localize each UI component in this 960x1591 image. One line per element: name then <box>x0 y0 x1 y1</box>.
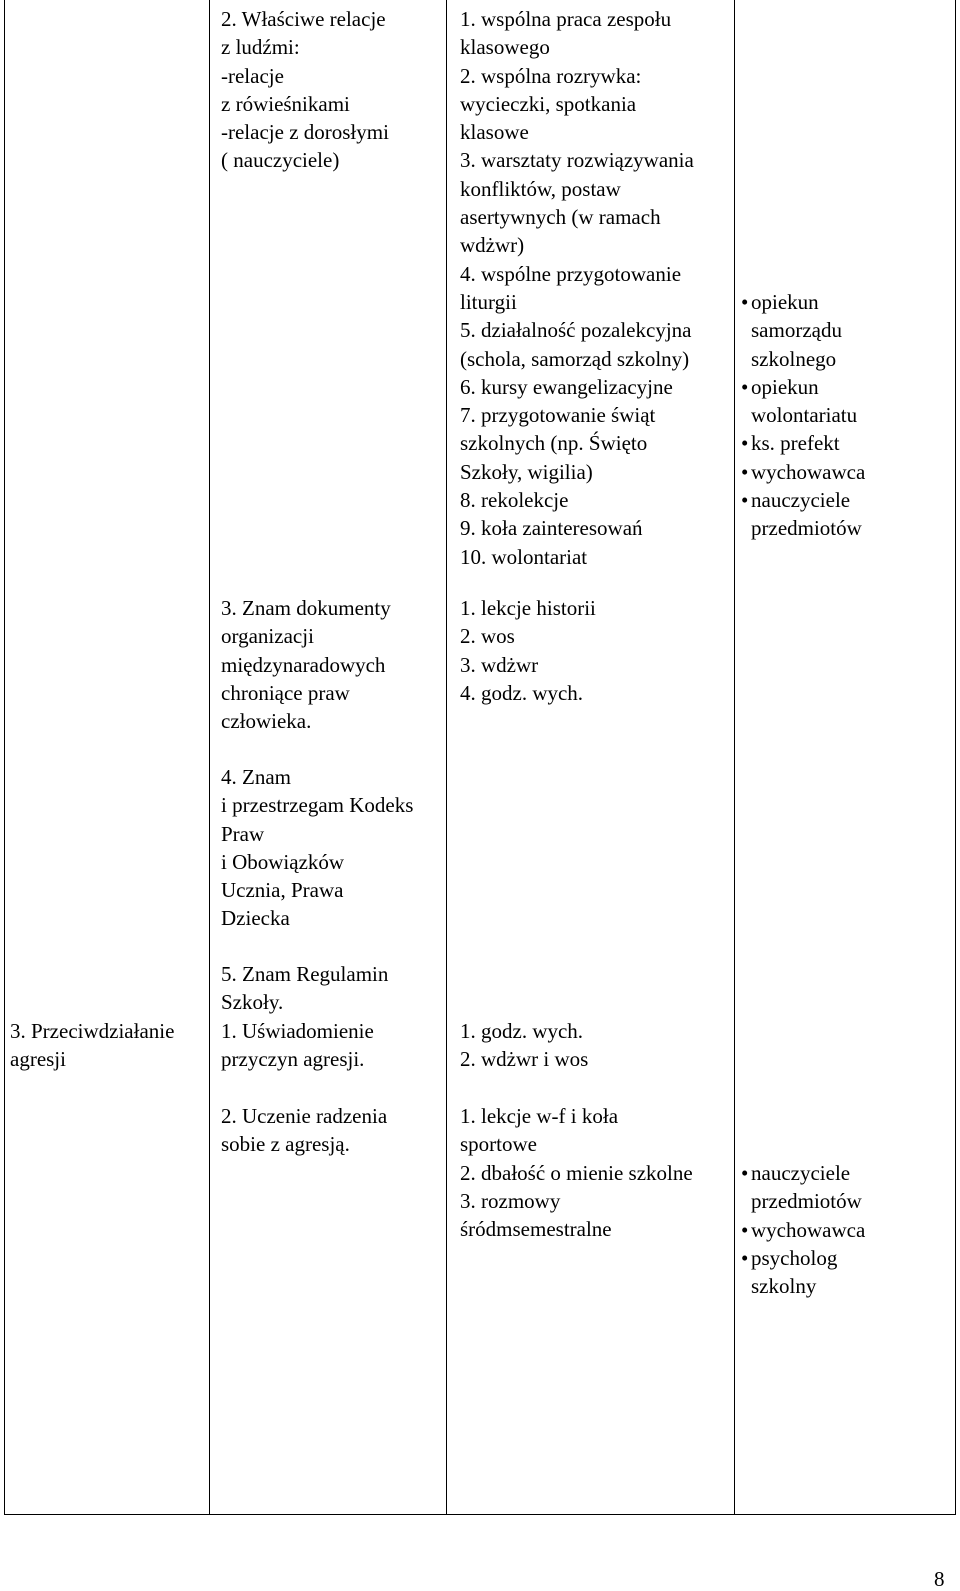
bullet-icon: • <box>741 431 749 456</box>
list-item: • psycholog szkolny <box>741 1245 838 1299</box>
list-item: • opiekun wolontariatu <box>741 374 858 428</box>
column-divider-1 <box>209 0 210 1515</box>
task-proper-relations: 2. Właściwe relacje z ludźmi: -relacje z rówieśnikami -relacje z dorosłymi ( nauczyciele) <box>221 7 389 173</box>
forms-proper-relations: 1. wspólna praca zespołu klasowego 2. wspólna rozrywka: wycieczki, spotkania klasowe 3. warsztaty rozwiązywania konfliktów, postaw asertywnych (w ramach wdżwr) 4. wspólne przygotowanie liturgii 5. działalność pozalekcyjna (schola, samorząd szkolny) 6. kursy ewangelizacyjne 7. przygotowanie świąt szkolnych (np. Święto Szkoły, wigilia) 8. rekolekcje 9. koła zainteresowań 10. wolontariat <box>460 7 694 569</box>
list-item: • opiekun samorządu szkolnego <box>741 290 842 371</box>
bullet-icon: • <box>741 1161 749 1185</box>
task-school-regulations: 5. Znam Regulamin Szkoły. <box>221 962 389 1015</box>
task-coping-with-aggression: 2. Uczenie radzenia sobie z agresją. <box>221 1104 388 1157</box>
task-aggression-causes: 1. Uświadomienie przyczyn agresji. <box>221 1019 374 1072</box>
forms-coping-with-aggression: 1. lekcje w-f i koła sportowe 2. dbałość o mienie szkolne 3. rozmowy śródmsemestralne <box>460 1104 693 1242</box>
list-item: • wychowawca <box>741 1216 865 1244</box>
bullet-icon: • <box>741 1245 749 1270</box>
task-international-documents: 3. Znam dokumenty organizacji międzynaradowych chroniące praw człowieka. <box>221 596 391 734</box>
responsible-list-relations <box>741 288 865 543</box>
column-divider-3 <box>734 0 735 1515</box>
bullet-icon: • <box>741 459 749 484</box>
forms-international-documents: 1. lekcje historii 2. wos 3. wdżwr 4. godz. wych. <box>460 596 596 705</box>
bullet-icon: • <box>741 488 749 513</box>
task-student-code: 4. Znam i przestrzegam Kodeks Praw i Obowiązków Ucznia, Prawa Dziecka <box>221 765 414 931</box>
bullet-icon: • <box>741 290 749 314</box>
area-aggression-prevention: 3. Przeciwdziałanie agresji <box>10 1019 175 1072</box>
bullet-icon: • <box>741 1217 749 1242</box>
forms-aggression-causes: 1. godz. wych. 2. wdżwr i wos <box>460 1019 589 1072</box>
list-item: • ks. prefekt <box>741 429 865 457</box>
list-item: • nauczyciele przedmiotów <box>741 1161 862 1214</box>
column-divider-2 <box>446 0 447 1515</box>
bullet-icon: • <box>741 374 749 399</box>
page-number: 8 <box>934 1567 945 1591</box>
responsible-list-aggression <box>741 1159 865 1300</box>
list-item: • wychowawca <box>741 458 865 486</box>
list-item: • nauczyciele przedmiotów <box>741 488 862 541</box>
